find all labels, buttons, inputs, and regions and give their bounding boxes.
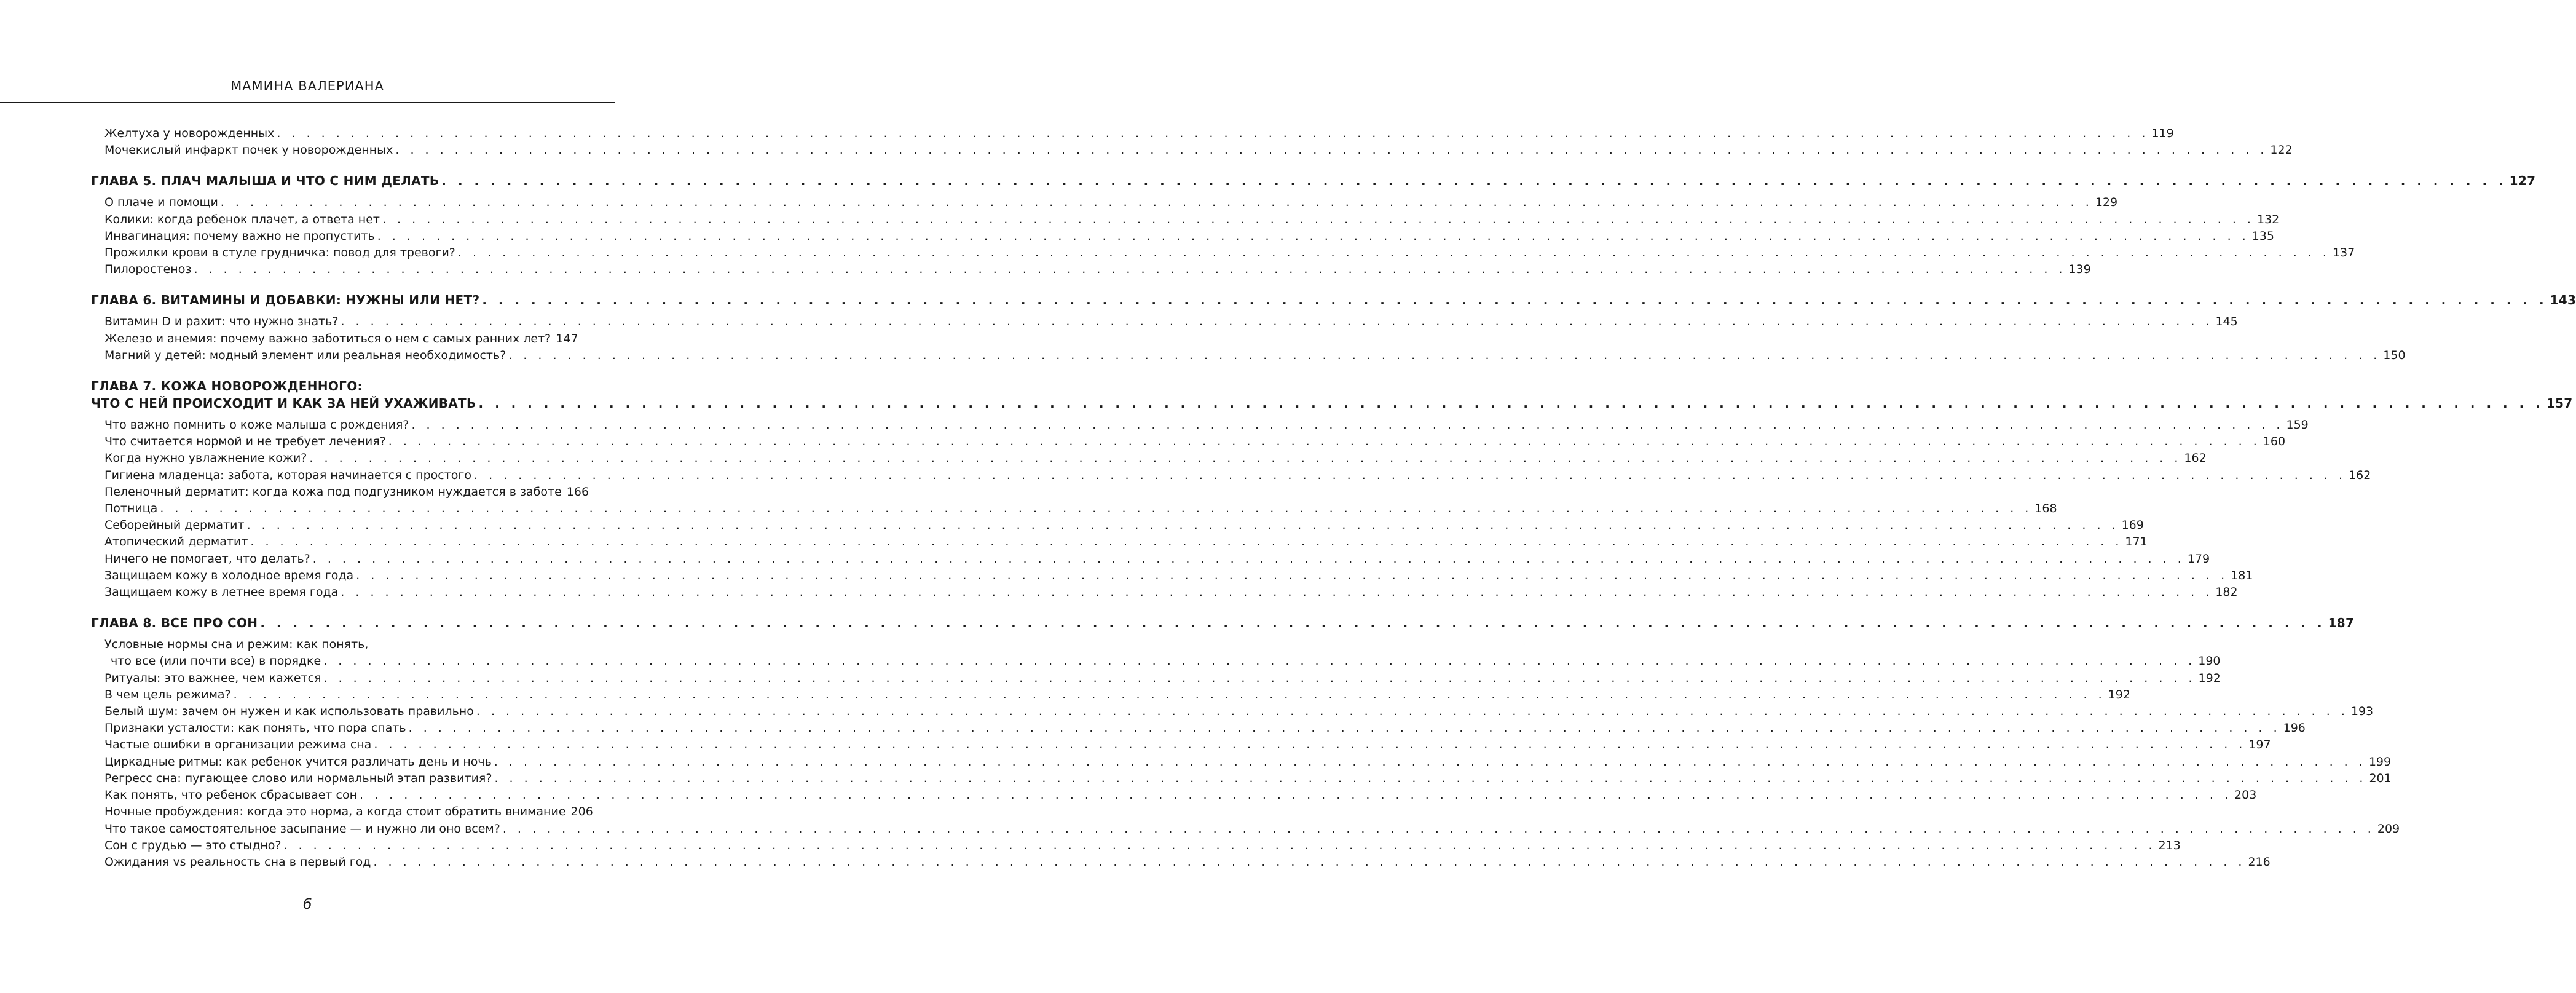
toc-entry[interactable] [91,837,2181,854]
toc-entry-page: 216 [2248,855,2271,869]
dot-leader [476,703,2349,720]
chapter-title: ГЛАВА 5. ПЛАЧ МАЛЫША И ЧТО С НИМ ДЕЛАТЬ [91,173,439,189]
chapter-5 [91,172,2536,189]
chapter-heading[interactable] [91,291,2576,309]
toc-entry-page: 139 [2068,263,2091,277]
toc-entry-page: 135 [2251,229,2274,243]
toc-entry[interactable] [91,261,2091,278]
dot-leader [373,854,2245,871]
toc-entry-page: 209 [2377,821,2400,836]
toc-entry-page: 201 [2369,771,2392,785]
toc-entry-page: 162 [2349,468,2371,482]
toc-entry-page: 145 [2215,315,2238,329]
toc-entry-page: 137 [2332,246,2355,260]
toc-entry-page: 147 [556,331,578,346]
toc-entry[interactable] [91,450,2207,467]
chapter-page: 187 [2328,615,2355,631]
dot-leader [508,347,2381,364]
toc-entry-page: 203 [2234,788,2257,802]
chapter-title-line1[interactable]: ГЛАВА 7. КОЖА НОВОРОЖДЕННОГО: [91,379,363,394]
toc-entry-title: Пеленочный дерматит: когда кожа под подгузником нуждается в заботе [104,485,562,499]
dot-leader [356,568,2228,584]
toc-entry-title: Частые ошибки в организации режима сна [104,738,372,752]
dot-leader [323,653,2196,670]
toc-entry-page: 190 [2198,654,2221,668]
dot-leader [474,467,2346,484]
toc-entry-page: 213 [2158,838,2181,852]
toc-entry-page: 182 [2215,585,2238,599]
chapter-6 [91,291,2576,309]
toc-entry[interactable] [91,703,2374,720]
toc-entry[interactable] [91,854,2271,871]
toc-entry-title: Что важно помнить о коже малыша с рождения? [104,418,409,432]
toc-entry-page: 169 [2121,518,2144,532]
toc-entry-title: Ночные пробуждения: когда это норма, а когда стоит обратить внимание [104,805,566,819]
toc-entry-page: 166 [566,485,589,499]
toc-entry[interactable] [91,770,2392,787]
toc-entry-page: 132 [2256,212,2280,226]
toc-entry[interactable] [91,467,2371,484]
toc-entry-page: 192 [2108,687,2130,702]
toc-entry-title: Атопический дерматит [104,535,248,549]
toc-entry-title: Сон с грудью — это стыдно? [104,838,282,852]
chapter-heading[interactable] [91,172,2536,189]
dot-leader [260,614,2325,631]
toc-entry-page: 196 [2283,721,2306,735]
toc-entry-title: В чем цель режима? [104,687,231,702]
toc-entry-title: Белый шум: зачем он нужен и как использовать правильно [104,705,474,719]
toc-entry[interactable] [91,568,2253,584]
toc-entry[interactable] [91,584,2238,601]
toc-entry-title: Что такое самостоятельное засыпание — и нужно ли оно всем? [104,821,500,836]
toc-entry-title: Гигиена младенца: забота, которая начинается с простого [104,468,472,482]
toc-entry[interactable] [91,125,2174,142]
dot-leader [479,395,2544,412]
toc-entry[interactable] [91,228,2274,245]
toc-entry-page: 206 [570,805,593,819]
dot-leader [234,687,2106,703]
dot-leader [458,245,2330,261]
toc-entry-title: Себорейный дерматит [104,518,245,532]
toc-entry[interactable] [91,417,2309,433]
toc-entry[interactable] [91,551,2210,568]
toc-entry-title: Потница [104,502,158,516]
dot-leader [194,261,2066,278]
chapter-title: ГЛАВА 8. ВСЕ ПРО СОН [91,615,258,631]
toc-entry[interactable] [91,433,2286,450]
dot-leader [341,314,2213,330]
dot-leader [160,500,2032,517]
toc-entry[interactable] [91,787,2257,804]
toc-entry[interactable] [91,517,2144,534]
toc-entry[interactable] [91,737,2271,753]
toc-entry-title: Магний у детей: модный элемент или реальная необходимость? [104,348,506,362]
dot-leader [494,754,2366,770]
toc-entry-title: Инвагинация: почему важно не пропустить [104,229,375,243]
dot-leader [411,417,2283,433]
chapter-title-line2: ЧТО С НЕЙ ПРОИСХОДИТ И КАК ЗА НЕЙ УХАЖИВАТЬ [91,396,476,411]
chapter-7 [91,378,2573,412]
toc-entry-title: Защищаем кожу в холодное время года [104,568,354,582]
header-rule [0,102,615,103]
chapter-heading[interactable] [91,395,2573,412]
toc-entry-title: Признаки усталости: как понять, что пора спать [104,721,406,735]
dot-leader [409,720,2281,737]
dot-leader [247,517,2119,534]
toc-entry[interactable] [91,821,2400,837]
toc-entry[interactable] [91,245,2355,261]
dot-leader [374,737,2246,753]
toc-entry-title: Как понять, что ребенок сбрасывает сон [104,788,358,802]
toc-entry[interactable] [91,314,2238,330]
dot-leader [382,212,2255,228]
dot-leader [388,433,2261,450]
dot-leader [324,670,2196,687]
toc-entry-page: 162 [2184,451,2207,465]
toc-entry[interactable] [91,653,2221,670]
toc-entry[interactable] [91,194,2118,211]
toc-entry-page: 168 [2034,502,2057,516]
toc-entry[interactable] [91,754,2392,770]
toc-entry-title: О плаче и помощи [104,196,218,210]
toc-entry[interactable] [91,534,2148,550]
toc-entry-title: Ничего не помогает, что делать? [104,552,310,566]
chapter-heading[interactable] [91,614,2355,631]
dot-leader [395,142,2267,159]
toc-entry-page: 181 [2231,568,2253,582]
toc-entry-page: 192 [2198,671,2221,685]
toc-entry-title: Ожидания vs реальность сна в первый год [104,855,371,869]
chapter-title: ГЛАВА 6. ВИТАМИНЫ И ДОБАВКИ: НУЖНЫ ИЛИ НЕТ? [91,293,480,308]
toc-entry-title: Регресс сна: пугающее слово или нормальный этап развития? [104,771,492,785]
toc-entry[interactable] [91,331,578,347]
toc-entry-page: 122 [2270,143,2293,157]
toc-entry-page: 171 [2125,535,2148,549]
dot-leader [309,450,2181,467]
toc-entry[interactable] [91,670,2221,687]
chapter-8 [91,614,2355,631]
toc-entry-page: 159 [2286,418,2309,432]
toc-entry-title: Витамин D и рахит: что нужно знать? [104,315,339,329]
running-head: МАМИНА ВАЛЕРИАНА [230,79,384,93]
dot-leader [377,228,2250,245]
toc-entry-title: Мочекислый инфаркт почек у новорожденных [104,143,393,157]
toc-entry-title: Желтуха у новорожденных [104,127,275,140]
dot-leader [341,584,2213,601]
toc-entry-title-line1[interactable]: Условные нормы сна и режим: как понять, [104,638,369,652]
toc-entry-title: Прожилки крови в стуле грудничка: повод для тревоги? [104,246,455,260]
toc-entry-title: Колики: когда ребенок плачет, а ответа нет [104,212,380,226]
dot-leader [221,194,2093,211]
toc-entry-page: 179 [2187,552,2210,566]
dot-leader [250,534,2122,550]
dot-leader [277,125,2149,142]
toc-entry[interactable] [91,484,589,500]
toc-entry[interactable] [91,804,593,820]
dot-leader [494,770,2366,787]
toc-entry-page: 150 [2383,348,2406,362]
dot-leader [503,821,2375,837]
toc-entry[interactable] [91,142,2293,159]
toc-entry-title-line2: что все (или почти все) в порядке [111,654,321,668]
chapter-page: 127 [2509,173,2536,189]
toc-entry-page: 119 [2151,127,2174,140]
dot-leader [441,172,2507,189]
toc-entry-page: 197 [2248,738,2271,752]
toc-entry[interactable] [91,500,2057,517]
table-of-contents [91,125,2576,871]
toc-entry-page: 160 [2263,435,2286,449]
toc-entry-title: Циркадные ритмы: как ребенок учится различать день и ночь [104,754,492,769]
toc-entry-title: Защищаем кожу в летнее время года [104,585,339,599]
toc-entry-title: Железо и анемия: почему важно заботиться о нем с самых ранних лет? [104,331,551,346]
chapter-page: 157 [2546,396,2573,411]
toc-entry-page: 199 [2368,754,2392,769]
dot-leader [313,551,2185,568]
toc-entry-title: Когда нужно увлажнение кожи? [104,451,307,465]
toc-entry-title: Ритуалы: это важнее, чем кажется [104,671,321,685]
toc-entry[interactable] [91,720,2306,737]
dot-leader [482,291,2547,309]
chapter-page: 143 [2550,293,2576,308]
toc-entry-title: Что считается нормой и не требует лечения? [104,435,386,449]
toc-entry[interactable] [91,347,2406,364]
toc-entry[interactable] [91,687,2130,703]
toc-entry-title: Пилоростеноз [104,263,192,277]
toc-entry[interactable] [91,212,2280,228]
dot-leader [283,837,2156,854]
toc-entry-page: 129 [2095,196,2118,210]
dot-leader [360,787,2232,804]
toc-entry-page: 193 [2350,705,2374,719]
page-number: 6 [302,895,312,912]
